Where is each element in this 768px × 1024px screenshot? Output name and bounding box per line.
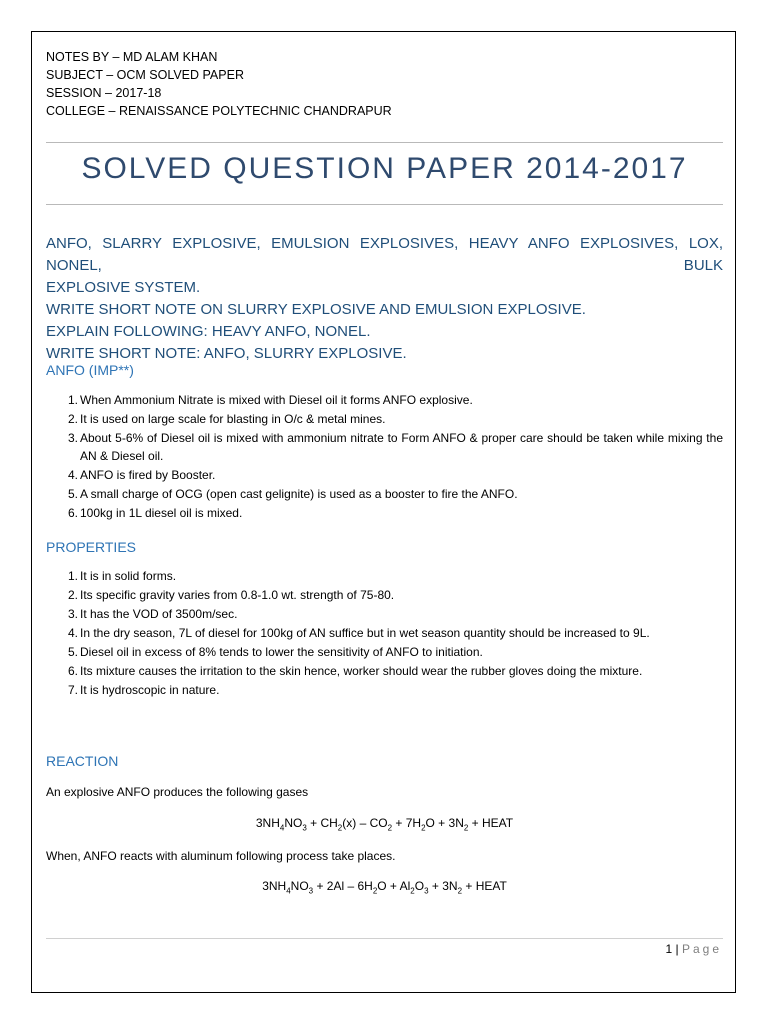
item-number: 6.	[68, 664, 79, 678]
page-number: 1	[665, 942, 673, 956]
properties-heading: PROPERTIES	[46, 539, 136, 555]
college: COLLEGE – RENAISSANCE POLYTECHNIC CHANDRAPUR	[46, 104, 392, 118]
item-text: Diesel oil in excess of 8% tends to lower the sensitivity of ANFO to initiation.	[80, 645, 483, 659]
document-header	[46, 48, 392, 120]
item-number: 7.	[68, 683, 79, 697]
list-item	[46, 391, 723, 409]
question-line: ANFO, SLARRY EXPLOSIVE, EMULSION EXPLOSIVES, HEAVY ANFO EXPLOSIVES, LOX, NONEL, BULK	[46, 235, 723, 274]
question-line: EXPLAIN FOLLOWING: HEAVY ANFO, NONEL.	[46, 323, 371, 340]
reaction-heading: REACTION	[46, 753, 119, 769]
item-text: A small charge of OCG (open cast gelignite) is used as a booster to fire the ANFO.	[80, 487, 518, 501]
list-item	[46, 605, 723, 623]
item-number: 1.	[68, 393, 79, 407]
list-item	[46, 567, 723, 585]
item-number: 3.	[68, 431, 79, 445]
item-number: 2.	[68, 412, 79, 426]
reaction-equation: $3NH_4NO_3 + CH_2(x) - CO_2 + 7H_2O + 3N_2$ + HEAT	[255, 816, 514, 833]
item-text: In the dry season, 7L of diesel for 100kg of AN suffice but in wet season quantity should be increased to 9L.	[80, 626, 650, 640]
item-number: 4.	[68, 626, 79, 640]
list-item	[46, 485, 723, 503]
item-text: When Ammonium Nitrate is mixed with Diesel oil it forms ANFO explosive.	[80, 393, 473, 407]
item-number: 1.	[68, 569, 79, 583]
reaction-paragraph: An explosive ANFO produces the following gases	[46, 785, 309, 799]
anfo-heading: ANFO (IMP**)	[46, 362, 134, 378]
list-item	[46, 504, 723, 522]
list-item	[46, 681, 723, 699]
item-text: 100kg in 1L diesel oil is mixed.	[80, 506, 243, 520]
item-text: It is used on large scale for blasting in O/c & metal mines.	[80, 412, 386, 426]
session: SESSION – 2017-18	[46, 86, 162, 100]
item-text: Its specific gravity varies from 0.8-1.0 wt. strength of 75-80.	[80, 588, 395, 602]
item-number: 5.	[68, 487, 79, 501]
list-item	[46, 586, 723, 604]
list-item	[46, 410, 723, 428]
item-text: It is in solid forms.	[80, 569, 177, 583]
reaction-equation: $3NH_4NO_3 + 2Al - 6H_2O + Al_2O_3 + 3N_2$ + HEAT	[262, 879, 507, 896]
notes-by: NOTES BY – MD ALAM KHAN	[46, 50, 218, 64]
item-text: ANFO is fired by Booster.	[80, 468, 216, 482]
page-footer	[665, 942, 722, 956]
question-list	[46, 233, 723, 365]
properties-list	[46, 567, 723, 700]
list-item	[46, 429, 723, 465]
item-text: It has the VOD of 3500m/sec.	[80, 607, 238, 621]
item-text: About 5-6% of Diesel oil is mixed with ammonium nitrate to Form ANFO & proper care should be taken while mixing the AN & Diesel oil.	[80, 431, 723, 463]
item-text: Its mixture causes the irritation to the skin hence, worker should wear the rubber gloves doing the mixture.	[80, 664, 643, 678]
item-number: 4.	[68, 468, 79, 482]
item-number: 2.	[68, 588, 79, 602]
list-item	[46, 643, 723, 661]
item-number: 6.	[68, 506, 79, 520]
anfo-list	[46, 391, 723, 523]
page-title: SOLVED QUESTION PAPER 2014-2017	[81, 152, 688, 185]
title-rule-bottom	[46, 204, 723, 205]
question-line: WRITE SHORT NOTE ON SLURRY EXPLOSIVE AND EMULSION EXPLOSIVE.	[46, 301, 586, 318]
list-item	[46, 466, 723, 484]
footer-separator: |	[672, 942, 682, 956]
item-number: 5.	[68, 645, 79, 659]
reaction-paragraph: When, ANFO reacts with aluminum following process take places.	[46, 849, 396, 863]
page-word: Page	[681, 942, 722, 956]
question-line: EXPLOSIVE SYSTEM.	[46, 279, 201, 296]
list-item	[46, 662, 723, 680]
list-item	[46, 624, 723, 642]
footer-rule	[46, 938, 723, 939]
item-number: 3.	[68, 607, 79, 621]
item-text: It is hydroscopic in nature.	[80, 683, 220, 697]
question-line: WRITE SHORT NOTE: ANFO, SLURRY EXPLOSIVE.	[46, 345, 407, 362]
subject: SUBJECT – OCM SOLVED PAPER	[46, 68, 244, 82]
title-rule-top	[46, 142, 723, 143]
